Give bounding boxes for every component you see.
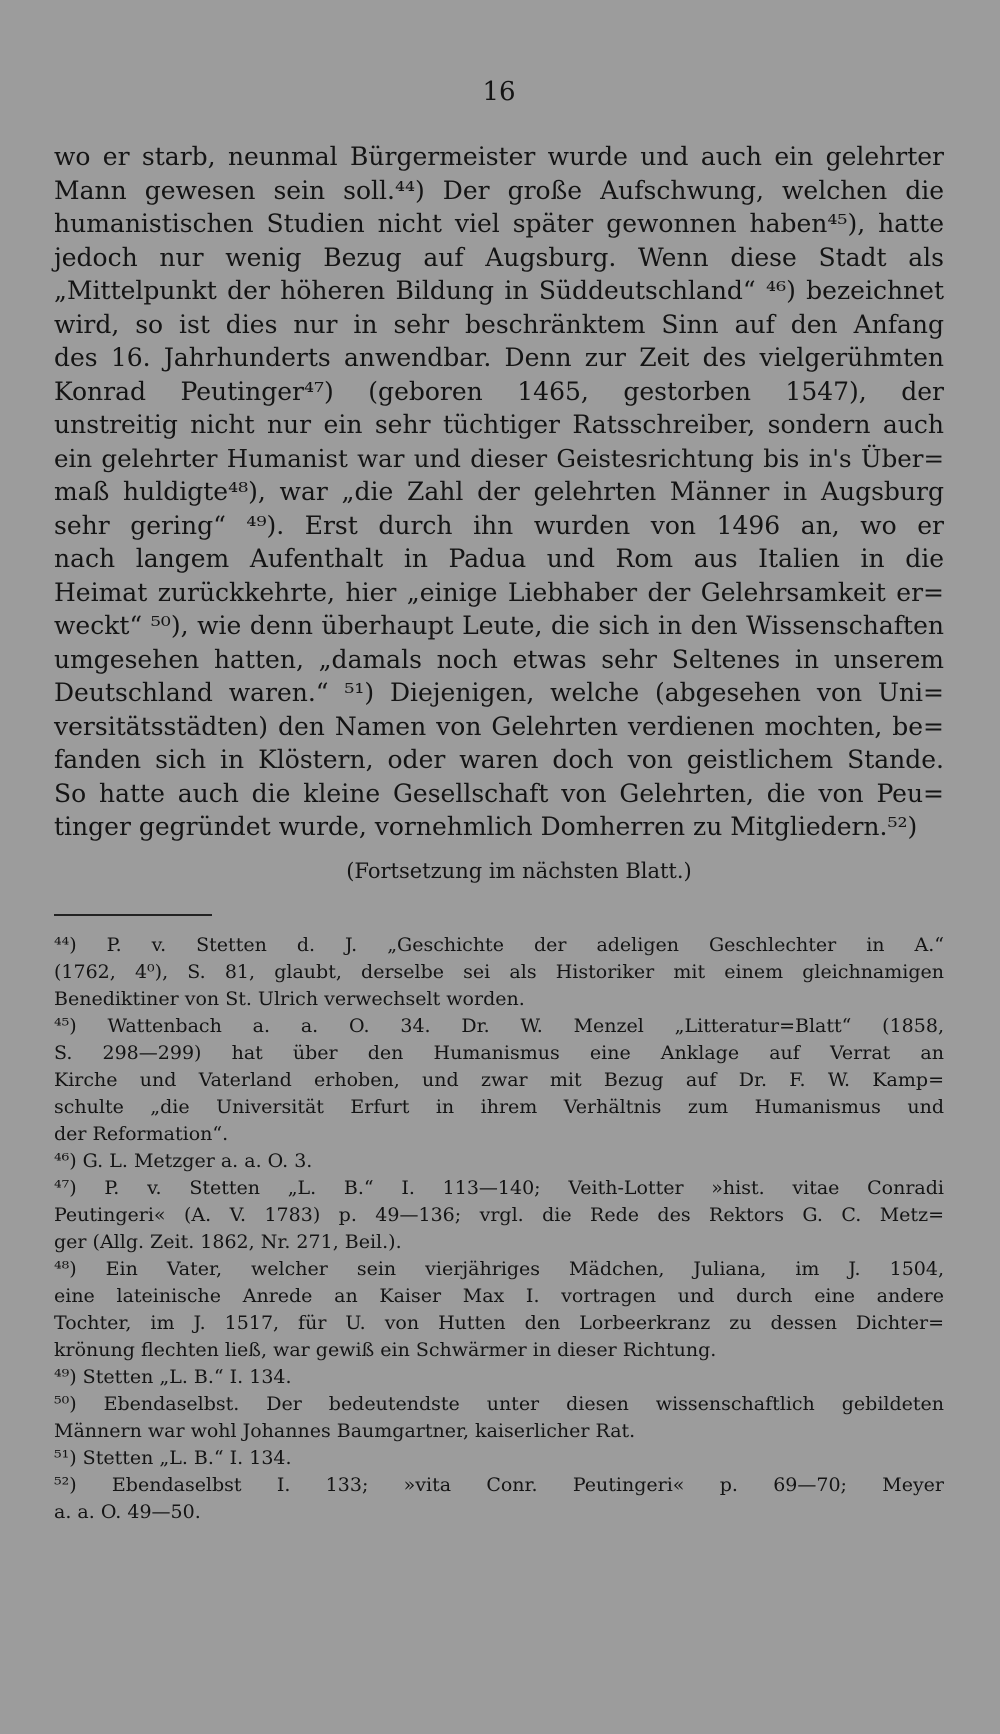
body-line: nach langem Aufenthalt in Padua und Rom aus Italien in die (54, 544, 944, 573)
page-number: 16 (482, 77, 516, 107)
body-line: humanistischen Studien nicht viel später gewonnen haben⁴⁵), hatte (54, 209, 944, 238)
body-line: Konrad Peutinger⁴⁷) (geboren 1465, gestorben 1547), der (54, 376, 944, 406)
footnotes (54, 932, 944, 1526)
footnote-line: eine lateinische Anrede an Kaiser Max I. vortragen und durch eine andere (54, 1284, 944, 1307)
footnote-line: krönung flechten ließ, war gewiß ein Schwärmer in dieser Richtung. (54, 1338, 717, 1361)
body-line: wo er starb, neunmal Bürgermeister wurde und auch ein gelehrter (54, 142, 944, 171)
continuation-note: (Fortsetzung im nächsten Blatt.) (346, 858, 692, 883)
body-line: „Mittelpunkt der höheren Bildung in Süddeutschland“ ⁴⁶) bezeichnet (54, 276, 944, 305)
footnote-line: ⁴⁵) Wattenbach a. a. O. 34. Dr. W. Menzel „Litteratur=Blatt“ (1858, (54, 1014, 944, 1037)
footnote-line: Tochter, im J. 1517, für U. von Hutten den Lorbeerkranz zu dessen Dichter= (54, 1311, 944, 1334)
footnote-line: ger (Allg. Zeit. 1862, Nr. 271, Beil.). (54, 1230, 402, 1253)
footnote-line: ⁴⁶) G. L. Metzger a. a. O. 3. (54, 1149, 313, 1172)
footnote-line: a. a. O. 49—50. (54, 1500, 201, 1523)
footnote-line: Benediktiner von St. Ulrich verwechselt worden. (54, 987, 525, 1010)
body-line: sehr gering“ ⁴⁹). Erst durch ihn wurden von 1496 an, wo er (54, 510, 944, 540)
body-line: fanden sich in Klöstern, oder waren doch von geistlichem Stande. (54, 745, 944, 774)
footnote-divider (54, 914, 212, 916)
footnote-line: ⁵⁰) Ebendaselbst. Der bedeutendste unter diesen wissenschaftlich gebildeten (54, 1392, 944, 1415)
body-line: Mann gewesen sein soll.⁴⁴) Der große Aufschwung, welchen die (54, 175, 944, 205)
footnote-line: ⁵¹) Stetten „L. B.“ I. 134. (54, 1446, 292, 1469)
body-line: weckt“ ⁵⁰), wie denn überhaupt Leute, die sich in den Wissenschaften (54, 611, 944, 640)
body-line: unstreitig nicht nur ein sehr tüchtiger Ratsschreiber, sondern auch (54, 410, 944, 439)
body-line: maß huldigte⁴⁸), war „die Zahl der gelehrten Männer in Augsburg (54, 477, 944, 506)
footnote-line: Peutingeri« (A. V. 1783) p. 49—136; vrgl. die Rede des Rektors G. C. Metz= (54, 1203, 944, 1226)
footnote-line: der Reformation“. (54, 1122, 229, 1145)
footnote-line: ⁴⁴) P. v. Stetten d. J. „Geschichte der adeligen Geschlechter in A.“ (54, 933, 944, 956)
footnote-line: ⁴⁷) P. v. Stetten „L. B.“ I. 113—140; Veith-Lotter »hist. vitae Conradi (54, 1176, 944, 1199)
body-line: Heimat zurückkehrte, hier „einige Liebhaber der Gelehrsamkeit er= (54, 577, 944, 607)
footnote-line: ⁴⁹) Stetten „L. B.“ I. 134. (54, 1365, 292, 1388)
body-line: wird, so ist dies nur in sehr beschränktem Sinn auf den Anfang (54, 309, 944, 339)
footnote-line: Kirche und Vaterland erhoben, und zwar mit Bezug auf Dr. F. W. Kamp= (54, 1068, 944, 1091)
document-page (54, 72, 944, 1526)
footnote-line: (1762, 4⁰), S. 81, glaubt, derselbe sei als Historiker mit einem gleichnamigen (54, 960, 944, 983)
footnote-line: schulte „die Universität Erfurt in ihrem Verhältnis zum Humanismus und (54, 1095, 944, 1118)
body-text (54, 140, 944, 844)
footnote-line: Männern war wohl Johannes Baumgartner, kaiserlicher Rat. (54, 1419, 636, 1442)
body-line: ein gelehrter Humanist war und dieser Geistesrichtung bis in's Über= (54, 443, 944, 473)
footnote-line: ⁵²) Ebendaselbst I. 133; »vita Conr. Peutingeri« p. 69—70; Meyer (54, 1473, 944, 1496)
footnote-line: S. 298—299) hat über den Humanismus eine Anklage auf Verrat an (54, 1041, 944, 1064)
body-line: So hatte auch die kleine Gesellschaft von Gelehrten, die von Peu= (54, 778, 944, 808)
body-line: Deutschland waren.“ ⁵¹) Diejenigen, welche (abgesehen von Uni= (54, 678, 944, 707)
body-line: umgesehen hatten, „damals noch etwas sehr Seltenes in unserem (54, 644, 944, 674)
footnote-line: ⁴⁸) Ein Vater, welcher sein vierjähriges Mädchen, Juliana, im J. 1504, (54, 1257, 944, 1280)
body-line: tinger gegründet wurde, vornehmlich Domherren zu Mitgliedern.⁵²) (54, 812, 918, 841)
body-line: des 16. Jahrhunderts anwendbar. Denn zur Zeit des vielgerühmten (54, 343, 944, 372)
body-line: versitätsstädten) den Namen von Gelehrten verdienen mochten, be= (54, 711, 944, 741)
body-line: jedoch nur wenig Bezug auf Augsburg. Wenn diese Stadt als (54, 242, 944, 272)
